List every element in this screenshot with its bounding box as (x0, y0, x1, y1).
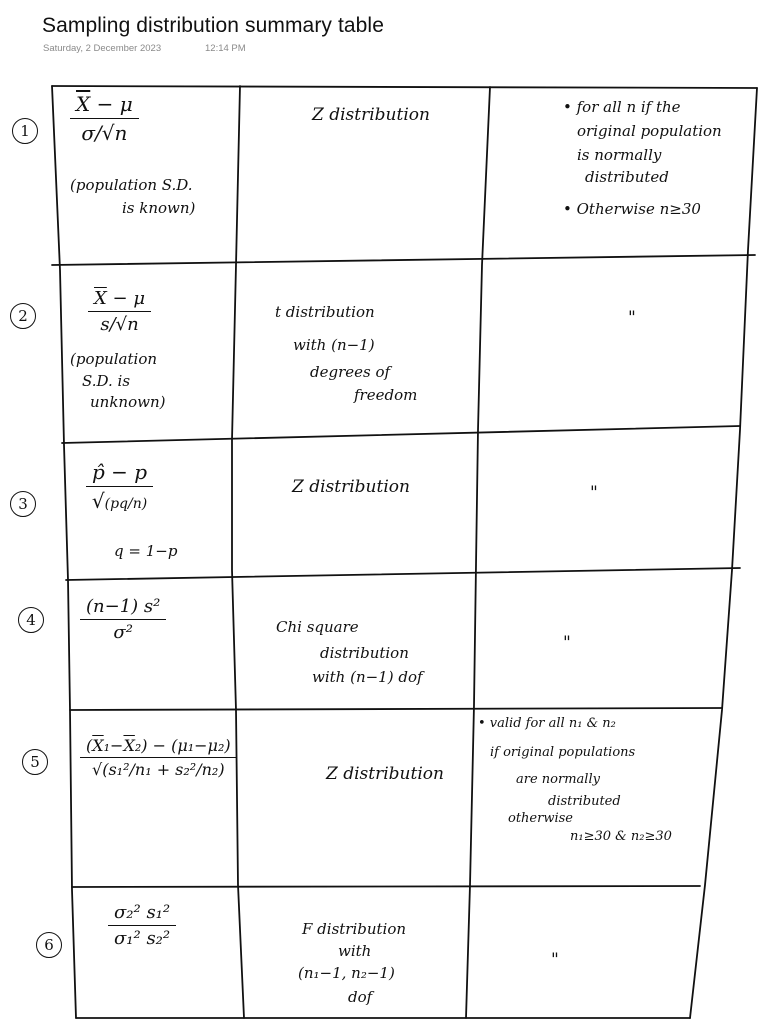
table-border-left (52, 86, 76, 1018)
row4-distribution-line2: distribution (320, 644, 409, 662)
row6-distribution-line4: dof (348, 988, 373, 1006)
row6-distribution-line3: (n₁−1, n₂−1) (298, 964, 395, 982)
row5-validity-line1: • valid for all n₁ & n₂ (478, 716, 616, 731)
row5-validity-line4: distributed (548, 794, 621, 809)
row2-distribution-line2: with (n−1) (293, 336, 375, 354)
row3-distribution: Z distribution (292, 477, 410, 497)
row5-distribution: Z distribution (326, 764, 444, 784)
row-divider-4 (70, 708, 722, 710)
row2-distribution-line4: freedom (354, 386, 418, 404)
row-divider-1 (52, 255, 755, 265)
row2-validity-ditto: " (628, 308, 636, 328)
row3-note: q = 1−p (114, 542, 178, 560)
table-border-top (52, 86, 757, 88)
row-number-3: 3 (10, 491, 36, 517)
row1-note-line2: is known) (122, 199, 196, 217)
row5-validity-line5: otherwise (508, 811, 573, 826)
column-divider-1 (232, 86, 244, 1018)
row1-distribution: Z distribution (312, 105, 430, 125)
row1-validity-line5: • Otherwise n≥30 (563, 200, 701, 218)
row-divider-3 (66, 568, 740, 580)
row2-distribution-line3: degrees of (310, 363, 391, 381)
row5-validity-line6: n₁≥30 & n₂≥30 (570, 829, 672, 844)
row6-statistic-formula: $\frac{\text{σ₂² s₁²}}{\text{σ₁² s₂²}}$ (108, 902, 176, 949)
row4-statistic-formula: $\frac{\text{(n−1) s²}}{\text{σ²}}$ (80, 596, 166, 643)
row2-note-line1: (population (70, 350, 158, 368)
row-divider-5 (72, 886, 700, 887)
table-border-right (690, 88, 757, 1018)
row-number-4: 4 (18, 607, 44, 633)
row1-validity-line2: original population (577, 122, 722, 140)
row3-validity-ditto: " (590, 483, 598, 503)
row-divider-2 (62, 426, 740, 443)
page-title: Sampling distribution summary table (42, 14, 384, 37)
row2-distribution-line1: t distribution (275, 303, 375, 321)
row1-statistic-formula: $\frac{\overline{X} - \mu}{\sigma/√n}$ (70, 92, 139, 145)
row-number-2: 2 (10, 303, 36, 329)
row6-distribution-line1: F distribution (302, 920, 407, 938)
column-divider-2 (466, 87, 490, 1018)
row1-validity-line4: distributed (585, 168, 669, 186)
row4-validity-ditto: " (563, 633, 571, 653)
row3-statistic-formula: $\frac{p̂ - p}{√(pq/n)}$ (86, 460, 153, 513)
row1-validity-line3: is normally (577, 146, 662, 164)
row6-validity-ditto: " (551, 950, 559, 970)
row-number-1: 1 (12, 118, 38, 144)
row2-note-line2: S.D. is (82, 372, 131, 390)
row5-validity-line2: if original populations (490, 745, 636, 760)
row2-statistic-formula: $\frac{\overline{X} - \mu}{s/√n}$ (88, 288, 151, 335)
note-date: Saturday, 2 December 2023 (43, 43, 162, 54)
note-time: 12:14 PM (205, 43, 246, 54)
row1-note-line1: (population S.D. (70, 176, 193, 194)
row-number-5: 5 (22, 749, 48, 775)
row5-validity-line3: are normally (516, 772, 600, 787)
row4-distribution-line3: with (n−1) dof (312, 668, 423, 686)
row1-validity-line1: • for all n if the (563, 98, 681, 116)
row5-statistic-formula: $\frac{(\overline{X}_1-\overline{X}_2) - (\mu_1-\mu_2)}{\text{√(s₁²/n₁ + s₂²/n₂)}}$ (80, 736, 237, 779)
row4-distribution-line1: Chi square (276, 618, 359, 636)
row2-note-line3: unknown) (90, 393, 166, 411)
row6-distribution-line2: with (338, 942, 372, 960)
row-number-6: 6 (36, 932, 62, 958)
